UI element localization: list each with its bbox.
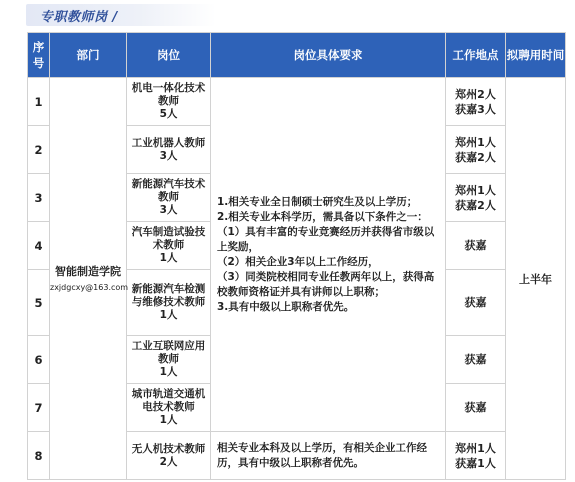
location-cell bbox=[446, 78, 506, 126]
row-seq: 1 bbox=[28, 78, 50, 126]
position-name: 机电一体化技术教师 bbox=[131, 82, 206, 107]
hire-time-cell: 上半年 bbox=[506, 78, 566, 480]
position-name: 新能源汽车技术教师 bbox=[131, 178, 206, 203]
location-cell bbox=[446, 270, 506, 336]
location-cell bbox=[446, 126, 506, 174]
location-line: 获嘉1人 bbox=[455, 456, 496, 470]
department-cell bbox=[50, 78, 127, 480]
position-cell bbox=[127, 270, 211, 336]
location-line: 郑州1人 bbox=[455, 183, 496, 197]
location-cell bbox=[446, 336, 506, 384]
requirement-line: 3.具有中级以上职称者优先。 bbox=[217, 300, 355, 313]
header-location: 工作地点 bbox=[446, 33, 506, 78]
position-cell bbox=[127, 432, 211, 480]
position-count: 1人 bbox=[159, 309, 178, 321]
department-email: zxjdgcxy@163.com bbox=[50, 283, 129, 292]
position-count: 2人 bbox=[159, 455, 178, 468]
position-cell bbox=[127, 174, 211, 222]
position-name: 工业机器人教师 bbox=[131, 136, 206, 149]
row-seq: 8 bbox=[28, 432, 50, 480]
row-seq: 5 bbox=[28, 270, 50, 336]
location-line: 郑州1人 bbox=[455, 441, 496, 455]
row-seq: 3 bbox=[28, 174, 50, 222]
requirement-line: （3）同类院校相同专业任教两年以上，获得高校教师资格证并具有讲师以上职称； bbox=[217, 270, 435, 298]
table-row bbox=[28, 78, 566, 126]
requirement-line: 1.相关专业全日制硕士研究生及以上学历； bbox=[217, 195, 418, 208]
row-seq: 4 bbox=[28, 222, 50, 270]
header-position: 岗位 bbox=[127, 33, 211, 78]
position-cell bbox=[127, 78, 211, 126]
position-count: 1人 bbox=[159, 366, 178, 378]
position-name: 工业互联网应用教师 bbox=[131, 340, 206, 365]
position-cell bbox=[127, 336, 211, 384]
position-name: 城市轨道交通机电技术教师 bbox=[131, 388, 206, 413]
position-count: 1人 bbox=[159, 252, 178, 264]
location-line: 郑州1人 bbox=[455, 135, 496, 149]
requirements-cell-row8: 相关专业本科及以上学历，有相关企业工作经历，具有中级以上职称者优先。 bbox=[211, 432, 446, 480]
position-name: 汽车制造试验技术教师 bbox=[131, 226, 206, 251]
header-dept: 部门 bbox=[50, 33, 127, 78]
recruitment-table bbox=[27, 32, 566, 480]
row-seq: 2 bbox=[28, 126, 50, 174]
position-count: 5人 bbox=[159, 108, 178, 120]
location-line: 获嘉2人 bbox=[455, 150, 496, 164]
requirement-line: （2）相关企业3年以上工作经历， bbox=[217, 255, 379, 268]
position-count: 3人 bbox=[159, 204, 178, 216]
location-line: 获嘉3人 bbox=[455, 102, 496, 116]
location-cell bbox=[446, 222, 506, 270]
section-title: 专职教师岗 / bbox=[40, 10, 118, 25]
position-cell bbox=[127, 126, 211, 174]
header-seq: 序号 bbox=[28, 33, 50, 78]
requirement-line: （1）具有丰富的专业竞赛经历并获得省市级以上奖励， bbox=[217, 225, 435, 253]
position-name: 无人机技术教师 bbox=[131, 442, 206, 455]
location-line: 获嘉 bbox=[464, 296, 487, 309]
position-count: 3人 bbox=[159, 149, 178, 162]
location-line: 获嘉2人 bbox=[455, 198, 496, 212]
row-seq: 6 bbox=[28, 336, 50, 384]
requirements-cell bbox=[211, 78, 446, 432]
location-cell bbox=[446, 432, 506, 480]
table-header-row bbox=[28, 33, 566, 78]
requirement-line: 2.相关专业本科学历，需具备以下条件之一： bbox=[217, 210, 428, 223]
position-name: 新能源汽车检测与维修技术教师 bbox=[131, 283, 206, 308]
row-seq: 7 bbox=[28, 384, 50, 432]
header-hire-time: 拟聘用时间 bbox=[506, 33, 566, 78]
position-cell bbox=[127, 222, 211, 270]
location-line: 获嘉 bbox=[464, 401, 487, 414]
location-line: 获嘉 bbox=[464, 239, 487, 252]
location-line: 获嘉 bbox=[464, 353, 487, 366]
header-requirements: 岗位具体要求 bbox=[211, 33, 446, 78]
location-line: 郑州2人 bbox=[455, 87, 496, 101]
position-count: 1人 bbox=[159, 414, 178, 426]
position-cell bbox=[127, 384, 211, 432]
department-name: 智能制造学院 bbox=[55, 265, 121, 278]
location-cell bbox=[446, 384, 506, 432]
location-cell bbox=[446, 174, 506, 222]
